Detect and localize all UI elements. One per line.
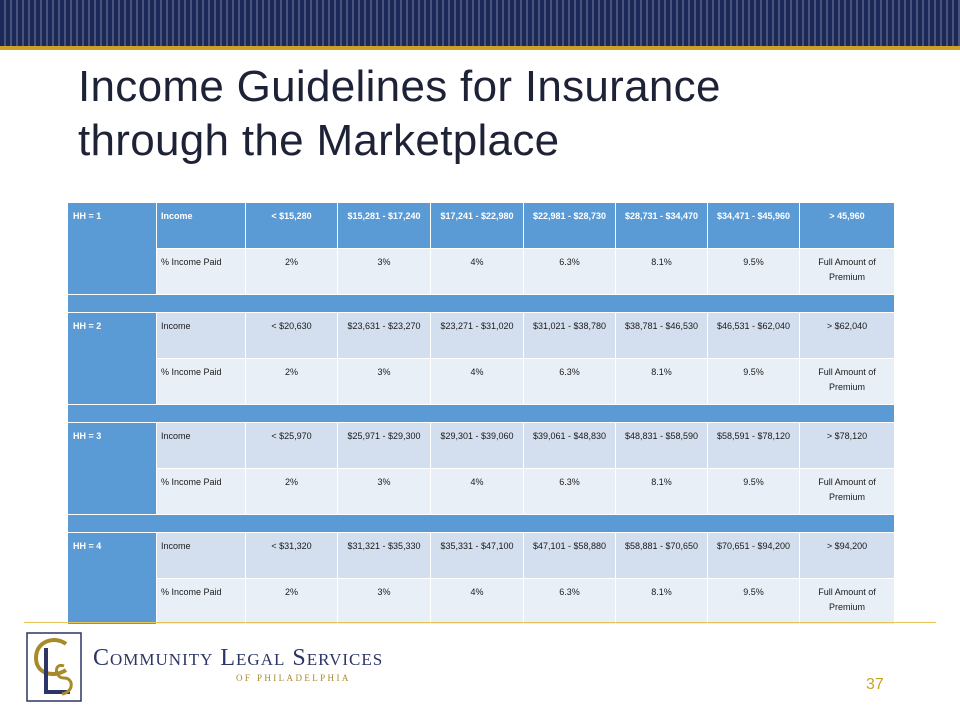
group-separator-row [68,405,895,423]
percent-paid-cell: 9.5% [708,359,800,405]
income-range-cell: $58,591 - $78,120 [708,423,800,469]
income-range-cell: $58,881 - $70,650 [616,533,708,579]
income-range-cell: $35,331 - $47,100 [431,533,524,579]
income-range-cell: $39,061 - $48,830 [524,423,616,469]
group-separator-row [68,515,895,533]
row-label-percent: % Income Paid [157,359,246,405]
percent-paid-cell: 6.3% [524,359,616,405]
header-stripe-band [0,0,960,46]
income-guidelines-table [67,202,895,625]
income-range-cell: $70,651 - $94,200 [708,533,800,579]
percent-paid-cell: 4% [431,579,524,625]
income-range-cell: $34,471 - $45,960 [708,203,800,249]
table-row-income [68,533,895,579]
income-range-cell: $22,981 - $28,730 [524,203,616,249]
row-label-percent: % Income Paid [157,249,246,295]
income-range-cell: > 45,960 [800,203,895,249]
row-label-income: Income [157,533,246,579]
income-range-cell: $38,781 - $46,530 [616,313,708,359]
percent-paid-cell: 8.1% [616,579,708,625]
income-range-cell: $29,301 - $39,060 [431,423,524,469]
percent-paid-cell: 6.3% [524,249,616,295]
percent-paid-cell: 9.5% [708,469,800,515]
household-size-cell: HH = 3 [68,423,157,515]
percent-paid-cell: 3% [338,579,431,625]
percent-paid-cell: 2% [246,469,338,515]
table-row-income [68,203,895,249]
table-row-percent [68,249,895,295]
income-range-cell: > $62,040 [800,313,895,359]
row-label-income: Income [157,423,246,469]
income-range-cell: $28,731 - $34,470 [616,203,708,249]
footer-gold-rule [24,622,936,623]
separator-cell [68,295,895,313]
percent-paid-cell: 8.1% [616,469,708,515]
household-size-cell: HH = 1 [68,203,157,295]
org-name: Community Legal Services [93,645,384,671]
income-range-cell: $15,281 - $17,240 [338,203,431,249]
percent-paid-cell: 9.5% [708,579,800,625]
income-range-cell: < $31,320 [246,533,338,579]
income-range-cell: > $94,200 [800,533,895,579]
table-row-percent [68,579,895,625]
table-row-percent [68,469,895,515]
income-range-cell: $23,271 - $31,020 [431,313,524,359]
title-line-2: through the Marketplace [78,116,560,165]
slide-title [78,60,918,168]
percent-paid-cell: 2% [246,579,338,625]
income-range-cell: < $15,280 [246,203,338,249]
income-range-cell: $17,241 - $22,980 [431,203,524,249]
separator-cell [68,515,895,533]
percent-paid-cell: 3% [338,469,431,515]
income-range-cell: < $20,630 [246,313,338,359]
header-gold-rule [0,46,960,50]
row-label-income: Income [157,203,246,249]
table-body [68,203,895,625]
household-size-cell: HH = 4 [68,533,157,625]
row-label-percent: % Income Paid [157,579,246,625]
income-range-cell: $47,101 - $58,880 [524,533,616,579]
income-range-cell: $31,321 - $35,330 [338,533,431,579]
income-range-cell: $48,831 - $58,590 [616,423,708,469]
table-row-percent [68,359,895,405]
table-row-income [68,423,895,469]
percent-paid-cell: Full Amount of Premium [800,579,895,625]
row-label-income: Income [157,313,246,359]
org-subtitle: OF PHILADELPHIA [236,673,351,683]
percent-paid-cell: 9.5% [708,249,800,295]
percent-paid-cell: 3% [338,359,431,405]
page-number: 37 [866,676,884,693]
percent-paid-cell: 4% [431,359,524,405]
percent-paid-cell: Full Amount of Premium [800,469,895,515]
percent-paid-cell: 8.1% [616,359,708,405]
table-row-income [68,313,895,359]
percent-paid-cell: 6.3% [524,469,616,515]
separator-cell [68,405,895,423]
percent-paid-cell: 2% [246,249,338,295]
percent-paid-cell: 8.1% [616,249,708,295]
income-range-cell: $25,971 - $29,300 [338,423,431,469]
percent-paid-cell: 6.3% [524,579,616,625]
income-range-cell: $31,021 - $38,780 [524,313,616,359]
income-range-cell: $23,631 - $23,270 [338,313,431,359]
income-range-cell: $46,531 - $62,040 [708,313,800,359]
title-line-1: Income Guidelines for Insurance [78,62,721,111]
cls-monogram-logo [26,632,82,702]
percent-paid-cell: 3% [338,249,431,295]
income-range-cell: < $25,970 [246,423,338,469]
percent-paid-cell: Full Amount of Premium [800,359,895,405]
percent-paid-cell: 4% [431,469,524,515]
group-separator-row [68,295,895,313]
household-size-cell: HH = 2 [68,313,157,405]
percent-paid-cell: 2% [246,359,338,405]
percent-paid-cell: Full Amount of Premium [800,249,895,295]
row-label-percent: % Income Paid [157,469,246,515]
percent-paid-cell: 4% [431,249,524,295]
income-range-cell: > $78,120 [800,423,895,469]
